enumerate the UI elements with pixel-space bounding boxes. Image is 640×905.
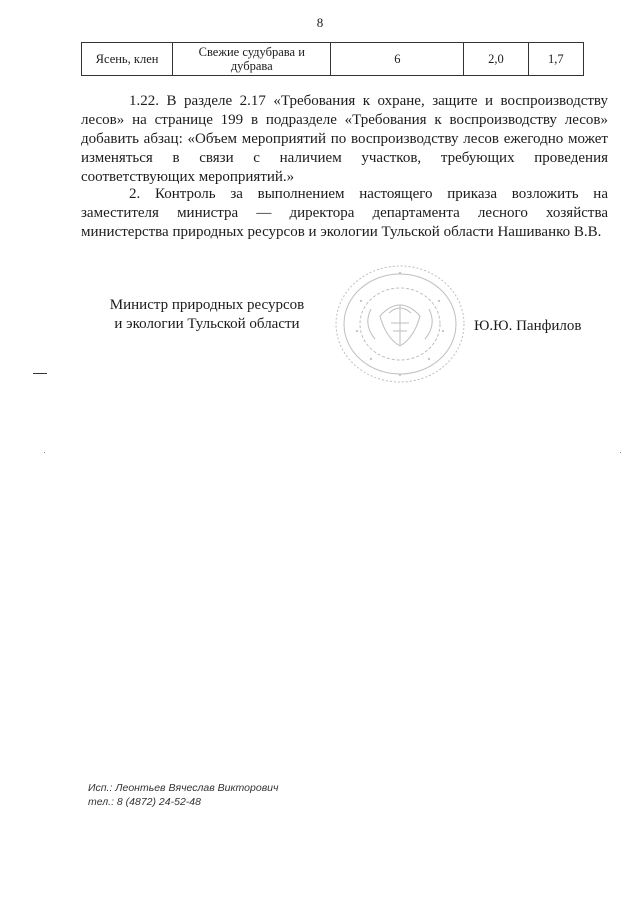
signer-name: Ю.Ю. Панфилов: [474, 318, 582, 334]
paragraph-2: 2. Контроль за выполнением настоящего приказа возложить на заместителя министра — директора департамента лесного хозяйства министерства природных ресурсов и экологии Тульской области Нашиванко В.В.: [81, 186, 608, 240]
page-number: 8: [316, 15, 324, 30]
forest-type-text: Свежие судубрава и дубрава: [198, 45, 305, 73]
table-row: [82, 43, 584, 76]
signer-title: Министр природных ресурсов и экологии Тульской области: [109, 297, 305, 332]
executor-name: Исп.: Леонтьев Вячеслав Викторович: [88, 782, 279, 794]
value-cell: 6: [331, 43, 464, 76]
species-cell: Ясень, клен: [82, 43, 173, 76]
data-table: [81, 42, 584, 76]
paragraph-1-22: 1.22. В разделе 2.17 «Требования к охране, защите и воспроизводству лесов» на странице 199 в подразделе «Требования к воспроизводству лесов» добавить абзац: «Объем мероприятий по воспроизводству лесов ежегодно может изменяться в связи с наличием участков, требующих проведения соответствующих мероприятий.»: [81, 93, 608, 185]
value-cell: 1,7: [528, 43, 583, 76]
scan-speck: [620, 452, 621, 453]
scan-speck: [44, 452, 45, 453]
value-cell: 2,0: [464, 43, 528, 76]
official-seal-image: [331, 261, 469, 387]
margin-mark: [33, 373, 47, 374]
executor-phone: тел.: 8 (4872) 24-52-48: [88, 796, 201, 808]
executor-info: [88, 781, 278, 809]
forest-type-cell: [173, 43, 331, 76]
